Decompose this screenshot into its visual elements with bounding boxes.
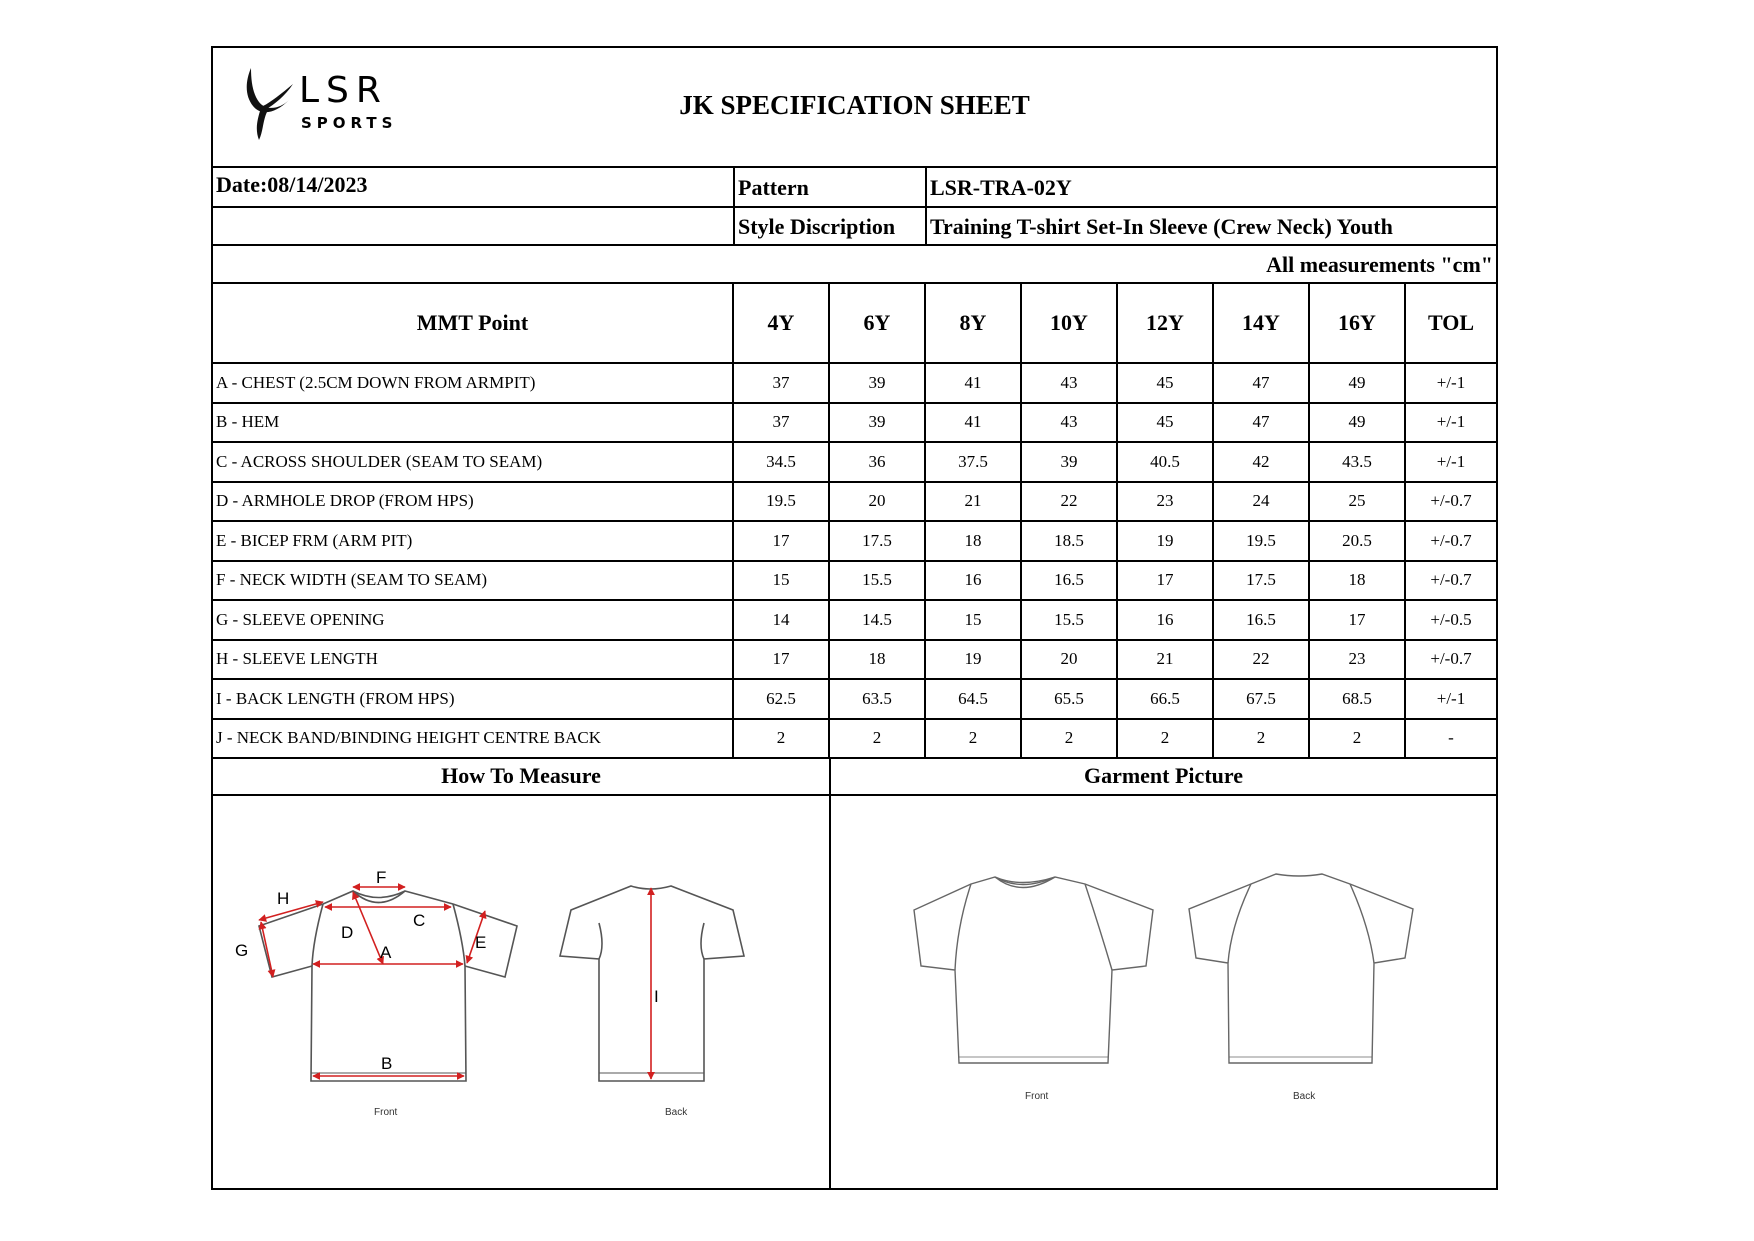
pattern-value: LSR-TRA-02Y [925, 168, 1496, 206]
measurement-point-cell: B - HEM [213, 403, 733, 443]
size-value-cell: 2 [925, 719, 1021, 759]
units-row [213, 246, 1496, 284]
size-value-cell: 22 [1213, 640, 1309, 680]
measurement-point-cell: I - BACK LENGTH (FROM HPS) [213, 679, 733, 719]
size-value-cell: 19 [925, 640, 1021, 680]
size-value-cell: 20 [829, 482, 925, 522]
size-value-cell: 62.5 [733, 679, 829, 719]
size-value-cell: 49 [1309, 363, 1405, 403]
tolerance-cell: +/-0.7 [1405, 561, 1496, 601]
tolerance-cell: +/-1 [1405, 363, 1496, 403]
garment-picture-panel [829, 796, 1496, 1188]
size-value-cell: 45 [1117, 363, 1213, 403]
label-c: C [413, 911, 426, 930]
size-value-cell: 17 [1309, 600, 1405, 640]
size-value-cell: 23 [1309, 640, 1405, 680]
tolerance-cell: +/-0.7 [1405, 521, 1496, 561]
tolerance-cell: +/-0.7 [1405, 482, 1496, 522]
size-value-cell: 2 [1021, 719, 1117, 759]
column-header: 16Y [1309, 284, 1405, 363]
size-value-cell: 68.5 [1309, 679, 1405, 719]
label-b: B [381, 1054, 393, 1073]
size-value-cell: 43 [1021, 363, 1117, 403]
size-value-cell: 23 [1117, 482, 1213, 522]
size-value-cell: 2 [1213, 719, 1309, 759]
label-h: H [277, 889, 290, 908]
size-value-cell: 15 [733, 561, 829, 601]
column-header: 6Y [829, 284, 925, 363]
style-row [213, 208, 1496, 246]
tolerance-cell: +/-1 [1405, 442, 1496, 482]
size-value-cell: 42 [1213, 442, 1309, 482]
size-value-cell: 17 [733, 640, 829, 680]
size-value-cell: 47 [1213, 403, 1309, 443]
tolerance-cell: +/-0.7 [1405, 640, 1496, 680]
table-row [213, 561, 1496, 601]
size-value-cell: 16.5 [1213, 600, 1309, 640]
size-value-cell: 47 [1213, 363, 1309, 403]
measurement-point-cell: J - NECK BAND/BINDING HEIGHT CENTRE BACK [213, 719, 733, 759]
size-value-cell: 15 [925, 600, 1021, 640]
how-to-measure-panel [213, 796, 829, 1188]
size-value-cell: 39 [829, 403, 925, 443]
style-label: Style Discription [733, 208, 925, 244]
table-row [213, 719, 1496, 759]
size-value-cell: 17 [1117, 561, 1213, 601]
size-value-cell: 2 [1117, 719, 1213, 759]
table-row [213, 482, 1496, 522]
size-value-cell: 16 [925, 561, 1021, 601]
size-value-cell: 39 [829, 363, 925, 403]
label-a: A [380, 943, 392, 962]
size-value-cell: 21 [1117, 640, 1213, 680]
table-row [213, 363, 1496, 403]
measurement-point-cell: E - BICEP FRM (ARM PIT) [213, 521, 733, 561]
measurement-point-cell: H - SLEEVE LENGTH [213, 640, 733, 680]
size-value-cell: 17.5 [1213, 561, 1309, 601]
garment-back-sketch [1189, 874, 1413, 1063]
size-value-cell: 41 [925, 403, 1021, 443]
garment-front-caption: Front [1025, 1091, 1049, 1102]
size-value-cell: 18 [829, 640, 925, 680]
size-value-cell: 16 [1117, 600, 1213, 640]
size-value-cell: 24 [1213, 482, 1309, 522]
how-to-measure-heading: How To Measure [213, 757, 829, 796]
size-value-cell: 66.5 [1117, 679, 1213, 719]
size-value-cell: 49 [1309, 403, 1405, 443]
units-note: All measurements "cm" [1266, 252, 1493, 277]
column-header: 4Y [733, 284, 829, 363]
size-value-cell: 2 [733, 719, 829, 759]
tolerance-cell: +/-1 [1405, 679, 1496, 719]
sheet-header [213, 48, 1496, 168]
front-tee-outline [259, 891, 517, 1081]
size-value-cell: 22 [1021, 482, 1117, 522]
tolerance-cell: +/-1 [1405, 403, 1496, 443]
back-tee-outline [560, 886, 744, 1081]
size-value-cell: 20.5 [1309, 521, 1405, 561]
size-value-cell: 18 [925, 521, 1021, 561]
garment-front-sketch [914, 877, 1153, 1063]
size-value-cell: 65.5 [1021, 679, 1117, 719]
size-value-cell: 18 [1309, 561, 1405, 601]
pattern-row [213, 168, 1496, 208]
size-value-cell: 36 [829, 442, 925, 482]
measurement-point-cell: F - NECK WIDTH (SEAM TO SEAM) [213, 561, 733, 601]
size-value-cell: 67.5 [1213, 679, 1309, 719]
date-field: Date:08/14/2023 [216, 172, 368, 197]
measurement-point-cell: D - ARMHOLE DROP (FROM HPS) [213, 482, 733, 522]
size-value-cell: 41 [925, 363, 1021, 403]
table-row [213, 521, 1496, 561]
size-value-cell: 25 [1309, 482, 1405, 522]
brand-name: LSR [299, 70, 388, 111]
size-value-cell: 19.5 [1213, 521, 1309, 561]
size-value-cell: 20 [1021, 640, 1117, 680]
table-header-row [213, 284, 1496, 363]
label-g: G [235, 941, 249, 960]
size-value-cell: 43 [1021, 403, 1117, 443]
size-value-cell: 14 [733, 600, 829, 640]
garment-back-caption: Back [1293, 1091, 1316, 1102]
table-row [213, 442, 1496, 482]
back-caption: Back [665, 1107, 688, 1118]
size-value-cell: 2 [829, 719, 925, 759]
size-value-cell: 37.5 [925, 442, 1021, 482]
label-i: I [654, 987, 659, 1006]
style-description: Training T-shirt Set-In Sleeve (Crew Neck) Youth [925, 208, 1496, 244]
measurement-diagram [213, 796, 829, 1188]
front-caption: Front [374, 1107, 398, 1118]
blank-cell [213, 208, 733, 244]
pattern-label: Pattern [733, 168, 925, 206]
column-header: 12Y [1117, 284, 1213, 363]
label-e: E [475, 933, 487, 952]
size-value-cell: 39 [1021, 442, 1117, 482]
size-value-cell: 15.5 [829, 561, 925, 601]
measurement-table [213, 284, 1496, 759]
size-value-cell: 37 [733, 363, 829, 403]
table-row [213, 679, 1496, 719]
size-value-cell: 21 [925, 482, 1021, 522]
column-header: 14Y [1213, 284, 1309, 363]
sheet-title: JK SPECIFICATION SHEET [679, 90, 1030, 120]
size-value-cell: 45 [1117, 403, 1213, 443]
size-value-cell: 19 [1117, 521, 1213, 561]
size-value-cell: 2 [1309, 719, 1405, 759]
size-value-cell: 15.5 [1021, 600, 1117, 640]
size-value-cell: 43.5 [1309, 442, 1405, 482]
size-value-cell: 40.5 [1117, 442, 1213, 482]
column-header: 8Y [925, 284, 1021, 363]
column-header: TOL [1405, 284, 1496, 363]
garment-picture-heading: Garment Picture [829, 757, 1496, 796]
column-header: MMT Point [213, 284, 733, 363]
size-value-cell: 16.5 [1021, 561, 1117, 601]
size-value-cell: 14.5 [829, 600, 925, 640]
measurement-point-cell: G - SLEEVE OPENING [213, 600, 733, 640]
spec-sheet [211, 46, 1498, 1190]
column-header: 10Y [1021, 284, 1117, 363]
size-value-cell: 64.5 [925, 679, 1021, 719]
table-row [213, 600, 1496, 640]
garment-sketch [831, 796, 1496, 1188]
measurement-point-cell: A - CHEST (2.5CM DOWN FROM ARMPIT) [213, 363, 733, 403]
size-value-cell: 63.5 [829, 679, 925, 719]
illustration-section [213, 757, 1496, 1188]
table-row [213, 403, 1496, 443]
size-value-cell: 18.5 [1021, 521, 1117, 561]
measurement-point-cell: C - ACROSS SHOULDER (SEAM TO SEAM) [213, 442, 733, 482]
tolerance-cell: +/-0.5 [1405, 600, 1496, 640]
label-d: D [341, 923, 354, 942]
label-f: F [376, 868, 387, 887]
table-row [213, 640, 1496, 680]
size-value-cell: 37 [733, 403, 829, 443]
size-value-cell: 17 [733, 521, 829, 561]
size-value-cell: 34.5 [733, 442, 829, 482]
size-value-cell: 17.5 [829, 521, 925, 561]
brand-subtitle: SPORTS [301, 114, 398, 132]
tolerance-cell: - [1405, 719, 1496, 759]
size-value-cell: 19.5 [733, 482, 829, 522]
